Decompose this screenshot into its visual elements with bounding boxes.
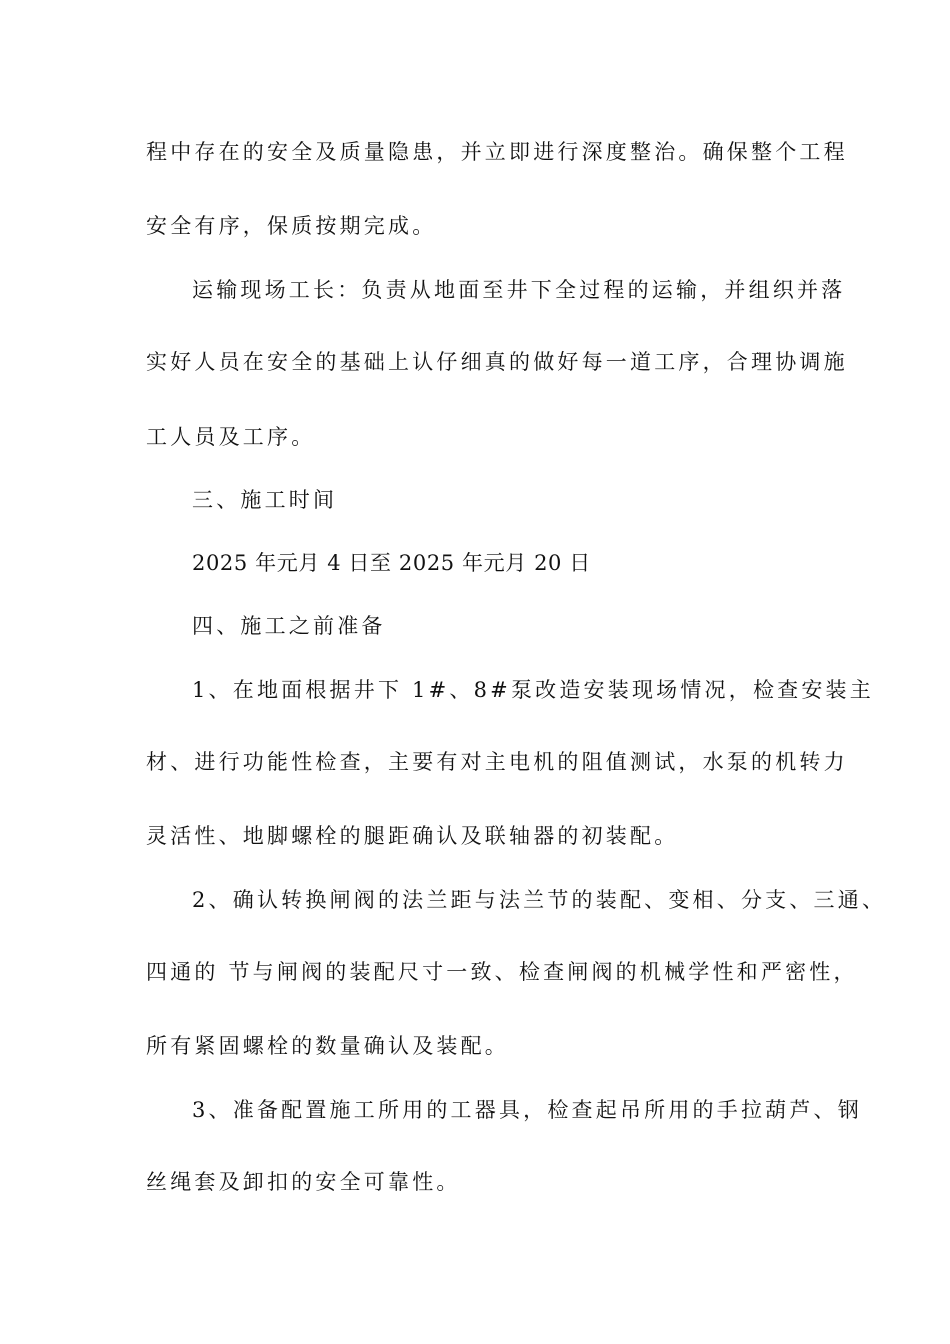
list-item-line: 2、确认转换闸阀的法兰距与法兰节的装配、变相、分支、三通、: [192, 888, 887, 912]
schedule-dates: 2025 年元月 4 日至 2025 年元月 20 日: [192, 551, 591, 575]
paragraph-line: 运输现场工长：负责从地面至井下全过程的运输，并组织并落: [192, 278, 846, 302]
list-item-line: 四通的 节与闸阀的装配尺寸一致、检查闸阀的机械学性和严密性，: [146, 960, 858, 984]
paragraph-line: 实好人员在安全的基础上认仔细真的做好每一道工序，合理协调施: [146, 350, 848, 374]
list-item-line: 1、在地面根据井下 1#、8#泵改造安装现场情况，检查安装主: [192, 678, 874, 702]
paragraph-line: 程中存在的安全及质量隐患，并立即进行深度整治。确保整个工程: [146, 140, 848, 164]
section-heading: 三、施工时间: [192, 488, 338, 512]
list-item-line: 3、准备配置施工所用的工器具，检查起吊所用的手拉葫芦、钢: [192, 1098, 862, 1122]
list-item-line: 灵活性、地脚螺栓的腿距确认及联轴器的初装配。: [146, 824, 679, 848]
list-item-line: 材、进行功能性检查，主要有对主电机的阻值测试，水泵的机转力: [146, 750, 848, 774]
paragraph-line: 安全有序，保质按期完成。: [146, 214, 437, 238]
section-heading: 四、施工之前准备: [192, 614, 386, 638]
paragraph-line: 工人员及工序。: [146, 425, 316, 449]
list-item-line: 所有紧固螺栓的数量确认及装配。: [146, 1034, 509, 1058]
list-item-line: 丝绳套及卸扣的安全可靠性。: [146, 1170, 461, 1194]
